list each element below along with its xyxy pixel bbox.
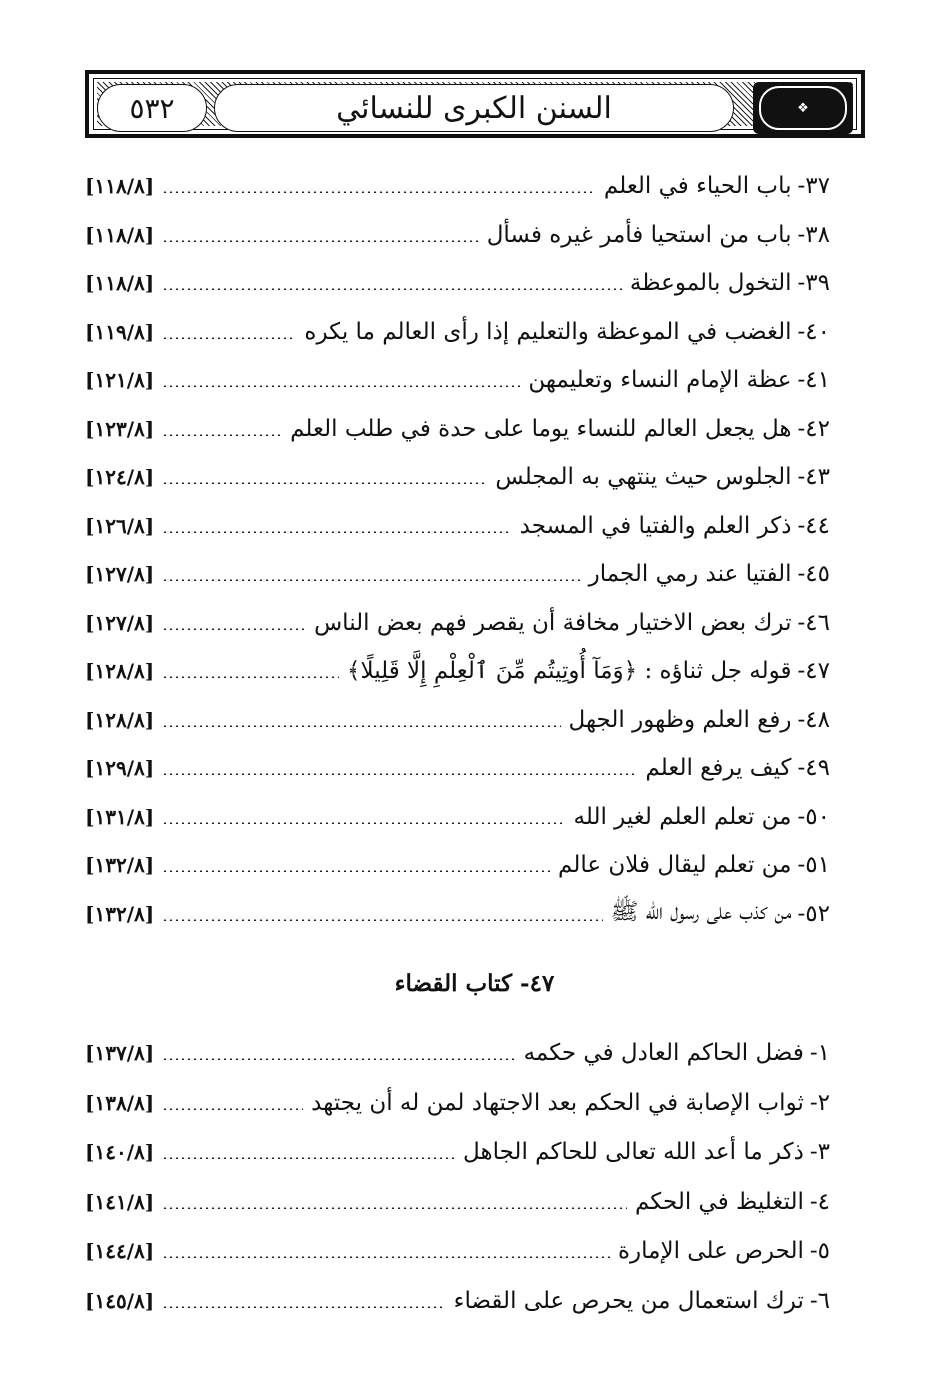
dot-leader <box>162 191 596 193</box>
toc-entry[interactable] <box>85 166 830 206</box>
entry-title: باب الحياء في العلم <box>603 173 792 199</box>
entry-title: الحرص على الإمارة <box>617 1238 804 1264</box>
entry-number: ٤٧- <box>797 658 830 684</box>
entry-number: ٥- <box>809 1238 830 1264</box>
toc-entry[interactable] <box>85 845 830 885</box>
entry-number: ١- <box>809 1040 830 1066</box>
dot-leader <box>162 385 520 387</box>
entry-title: فضل الحاكم العادل في حكمه <box>523 1040 804 1066</box>
volume-page-reference: [١٢٧/٨] <box>85 562 155 586</box>
entry-number: ٤٥- <box>797 561 830 587</box>
dot-leader <box>162 1256 610 1258</box>
running-title: السنن الكبرى للنسائي <box>336 90 612 126</box>
entry-title: ذكر العلم والفتيا في المسجد <box>519 512 792 539</box>
entry-title: ترك بعض الاختيار مخافة أن يقصر فهم بعض الناس <box>314 609 792 636</box>
entry-title: ترك استعمال من يحرص على القضاء <box>453 1287 804 1314</box>
entry-title: عظة الإمام النساء وتعليمهن <box>528 367 792 393</box>
dot-leader <box>162 482 487 484</box>
entry-number: ٤٩- <box>797 755 830 781</box>
dot-leader <box>162 773 637 775</box>
entry-number: ٣٩- <box>797 270 830 296</box>
entry-number: ٤٤- <box>797 512 830 539</box>
entry-title: هل يجعل العالم للنساء يوما على حدة في طلب العلم <box>290 415 792 442</box>
volume-page-reference: [١٢٣/٨] <box>85 416 155 441</box>
toc-entry[interactable] <box>85 360 830 400</box>
dot-leader <box>162 1108 303 1110</box>
entry-title: من تعلم العلم لغير الله <box>573 803 792 830</box>
entry-number: ٤- <box>809 1188 830 1215</box>
dot-leader <box>162 676 339 678</box>
dot-leader <box>162 1157 455 1159</box>
toc-entry[interactable] <box>85 554 830 594</box>
dot-leader <box>162 822 565 824</box>
entry-title: الجلوس حيث ينتهي به المجلس <box>495 464 792 490</box>
entry-title: الغضب في الموعظة والتعليم إذا رأى العالم ما يكره <box>304 318 792 345</box>
toc-entry[interactable] <box>85 1033 830 1073</box>
dot-leader <box>162 725 560 727</box>
volume-page-reference: [١٢١/٨] <box>85 368 155 392</box>
entry-title: رفع العلم وظهور الجهل <box>568 706 792 733</box>
entry-title: الفتيا عند رمي الجمار <box>588 561 792 587</box>
volume-page-reference: [١٤٤/٨] <box>85 1239 155 1263</box>
toc-entry[interactable] <box>85 748 830 788</box>
dot-leader <box>162 1207 627 1209</box>
entry-number: ٤٠- <box>797 318 830 345</box>
entry-number: ٣- <box>809 1139 830 1165</box>
entry-title: كيف يرفع العلم <box>645 755 792 781</box>
entry-number: ٣٨- <box>797 221 830 248</box>
dot-leader <box>162 1306 445 1308</box>
dot-leader <box>162 870 550 872</box>
publisher-seal <box>753 82 853 134</box>
volume-page-reference: [١٢٩/٨] <box>85 756 155 780</box>
volume-page-reference: [١٢٨/٨] <box>85 707 155 732</box>
page-header <box>85 70 865 138</box>
entry-number: ٤٣- <box>797 464 830 490</box>
toc-entry[interactable] <box>85 603 830 643</box>
volume-page-reference: [١٣٨/٨] <box>85 1090 155 1115</box>
toc-entry[interactable] <box>85 700 830 740</box>
dot-leader <box>162 579 580 581</box>
toc-entry[interactable] <box>85 409 830 449</box>
entry-number: ٢- <box>809 1089 830 1116</box>
entry-title: التغليظ في الحكم <box>634 1188 804 1215</box>
volume-page-reference: [١١٩/٨] <box>85 319 155 344</box>
volume-page-reference: [١١٨/٨] <box>85 271 155 295</box>
volume-page-reference: [١٢٨/٨] <box>85 659 155 683</box>
volume-page-reference: [١٤١/٨] <box>85 1189 155 1214</box>
entry-number: ٥٢- <box>797 900 830 927</box>
volume-page-reference: [١٣٧/٨] <box>85 1041 155 1065</box>
toc-entry[interactable] <box>85 651 830 691</box>
volume-page-reference: [١٣٢/٨] <box>85 853 155 877</box>
dot-leader <box>162 531 511 533</box>
volume-page-reference: [١٢٧/٨] <box>85 610 155 635</box>
entry-number: ٥٠- <box>797 803 830 830</box>
dot-leader <box>162 919 602 921</box>
volume-page-reference: [١٤٠/٨] <box>85 1140 155 1164</box>
dot-leader <box>162 337 296 339</box>
entry-number: ٣٧- <box>797 173 830 199</box>
toc-entry[interactable] <box>85 1231 830 1271</box>
toc-entry[interactable] <box>85 457 830 497</box>
section-heading: ٤٧- كتاب القضاء <box>394 970 555 997</box>
entry-number: ٤١- <box>797 367 830 393</box>
dot-leader <box>162 288 622 290</box>
volume-page-reference: [١٣٢/٨] <box>85 901 155 926</box>
toc-entry[interactable] <box>85 1083 830 1123</box>
toc-entry[interactable] <box>85 1182 830 1222</box>
toc-entry[interactable] <box>85 215 830 255</box>
volume-page-reference: [١١٨/٨] <box>85 174 155 198</box>
toc-entry[interactable] <box>85 797 830 837</box>
page-number-cartouche <box>97 84 207 132</box>
entry-title: التخول بالموعظة <box>629 270 792 296</box>
toc-entry[interactable] <box>85 1281 830 1321</box>
volume-page-reference: [١١٨/٨] <box>85 222 155 247</box>
entry-number: ٤٦- <box>797 609 830 636</box>
entry-title: من تعلم ليقال فلان عالم <box>558 852 792 878</box>
toc-entry[interactable] <box>85 1132 830 1172</box>
entry-number: ٤٨- <box>797 706 830 733</box>
dot-leader <box>162 1058 515 1060</box>
title-cartouche <box>214 84 734 132</box>
volume-page-reference: [١٤٥/٨] <box>85 1288 155 1313</box>
volume-page-reference: [١٣١/٨] <box>85 804 155 829</box>
seal-emblem-icon: ❖ <box>759 86 847 130</box>
volume-page-reference: [١٢٤/٨] <box>85 465 155 489</box>
volume-page-reference: [١٢٦/٨] <box>85 513 155 538</box>
toc-entry[interactable] <box>85 263 830 303</box>
entry-number: ٥١- <box>797 852 830 878</box>
toc-entry[interactable] <box>85 894 830 934</box>
dot-leader <box>162 240 478 242</box>
entry-title: قوله جل ثناؤه : ﴿وَمَآ أُوتِيتُم مِّنَ ٱلْعِلْمِ إِلَّا قَلِيلًا﴾ <box>347 658 792 684</box>
entry-title: ذكر ما أعد الله تعالى للحاكم الجاهل <box>463 1139 804 1165</box>
toc-entry[interactable] <box>85 506 830 546</box>
entry-title: باب من استحيا فأمر غيره فسأل <box>486 221 792 248</box>
toc-entry[interactable] <box>85 312 830 352</box>
dot-leader <box>162 628 306 630</box>
entry-title: ثواب الإصابة في الحكم بعد الاجتهاد لمن له أن يجتهد <box>311 1089 804 1116</box>
dot-leader <box>162 434 282 436</box>
entry-number: ٤٢- <box>797 415 830 442</box>
entry-title: من كذب على رسول الله ﷺ <box>610 898 792 925</box>
page-number: ٥٣٢ <box>129 91 175 125</box>
entry-number: ٦- <box>809 1287 830 1314</box>
